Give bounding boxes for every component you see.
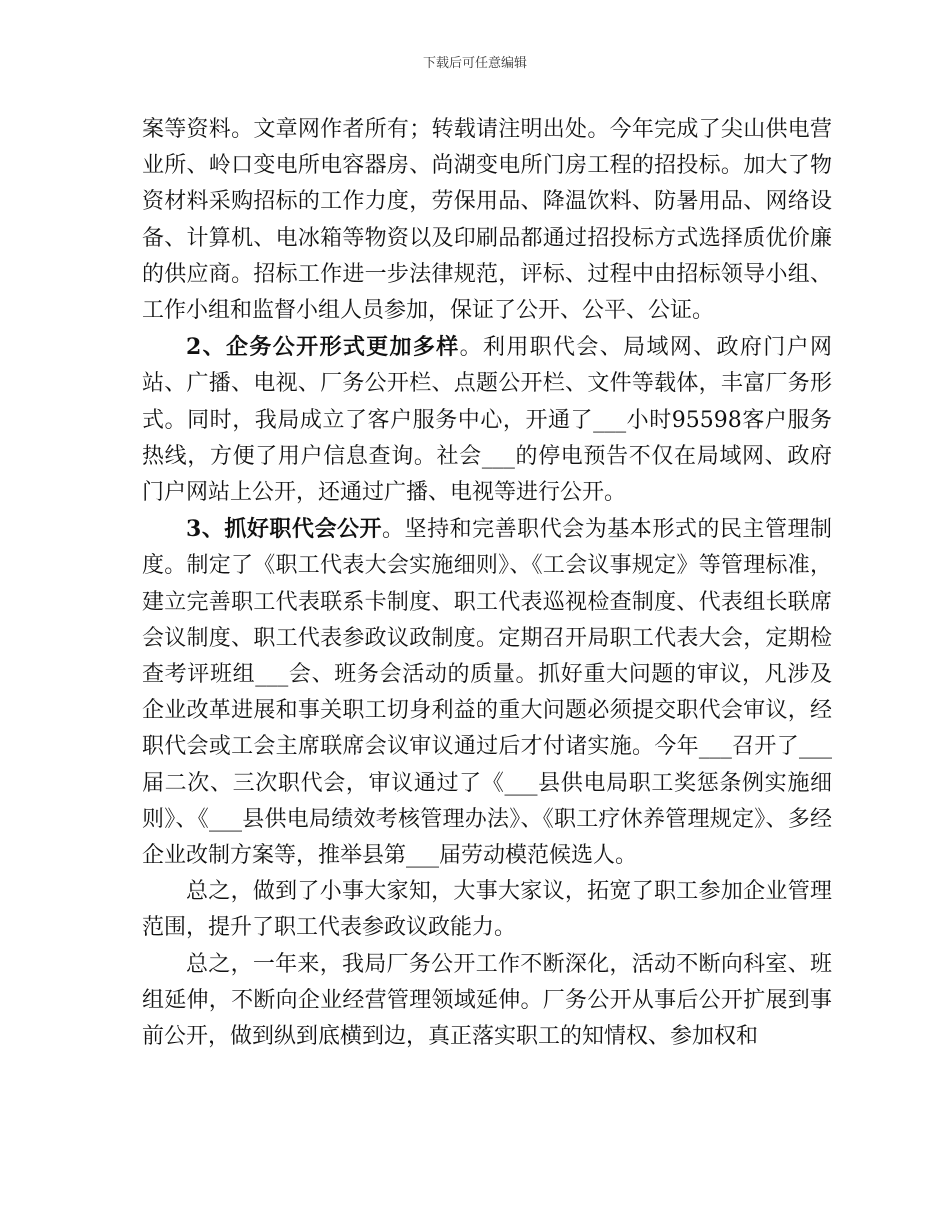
paragraph-2-heading: 2、企务公开形式更加多样: [186, 334, 460, 361]
paragraph-3-text: 。坚持和完善职代会为基本形式的民主管理制度。制定了《职工代表大会实施细则》、《工会议事规定》等管理标准，建立完善职工代表联系卡制度、职工代表巡视检查制度、代表组长联席会议制度、职工代表参政议政制度。定期召开局职工代表大会，定期检查考评班组___会、班务会活动的质量。抓好重大问题的审议，凡涉及企业改革进展和事关职工切身利益的重大问题必须提交职代会审议，经职代会或工会主席联席会议审议通过后才付诸实施。今年___召开了___届二次、三次职代会，审议通过了《___县供电局职工奖惩条例实施细则》、《___县供电局绩效考核管理办法》、《职工疗休养管理规定》、多经企业改制方案等，推举县第___届劳动模范候选人。: [142, 517, 832, 869]
paragraph-2: [142, 329, 832, 511]
paragraph-3-heading: 3、抓好职代会公开: [186, 516, 383, 543]
paragraph-2-text: 。利用职代会、局域网、政府门户网站、广播、电视、厂务公开栏、点题公开栏、文件等载体，丰富厂务形式。同时，我局成立了客户服务中心，开通了___小时95598客户服务热线，方便了用户信息查询。社会___的停电预告不仅在局域网、政府门户网站上公开，还通过广播、电视等进行公开。: [142, 335, 832, 506]
paragraph-3: [142, 511, 832, 874]
document-body: [142, 112, 832, 1055]
paragraph-1: 案等资料。文章网作者所有；转载请注明出处。今年完成了尖山供电营业所、岭口变电所电容器房、尚湖变电所门房工程的招投标。加大了物资材料采购招标的工作力度，劳保用品、降温饮料、防暑用品、网络设备、计算机、电冰箱等物资以及印刷品都通过招投标方式选择质优价廉的供应商。招标工作进一步法律规范，评标、过程中由招标领导小组、工作小组和监督小组人员参加，保证了公开、公平、公证。: [142, 117, 832, 324]
paragraph-5: 总之，一年来，我局厂务公开工作不断深化，活动不断向科室、班组延伸，不断向企业经营管理领域延伸。厂务公开从事后公开扩展到事前公开，做到纵到底横到边，真正落实职工的知情权、参加权和: [142, 951, 832, 1050]
paragraph-4: 总之，做到了小事大家知，大事大家议，拓宽了职工参加企业管理范围，提升了职工代表参政议政能力。: [142, 879, 832, 941]
page-header: 下载后可任意编辑: [422, 56, 527, 71]
